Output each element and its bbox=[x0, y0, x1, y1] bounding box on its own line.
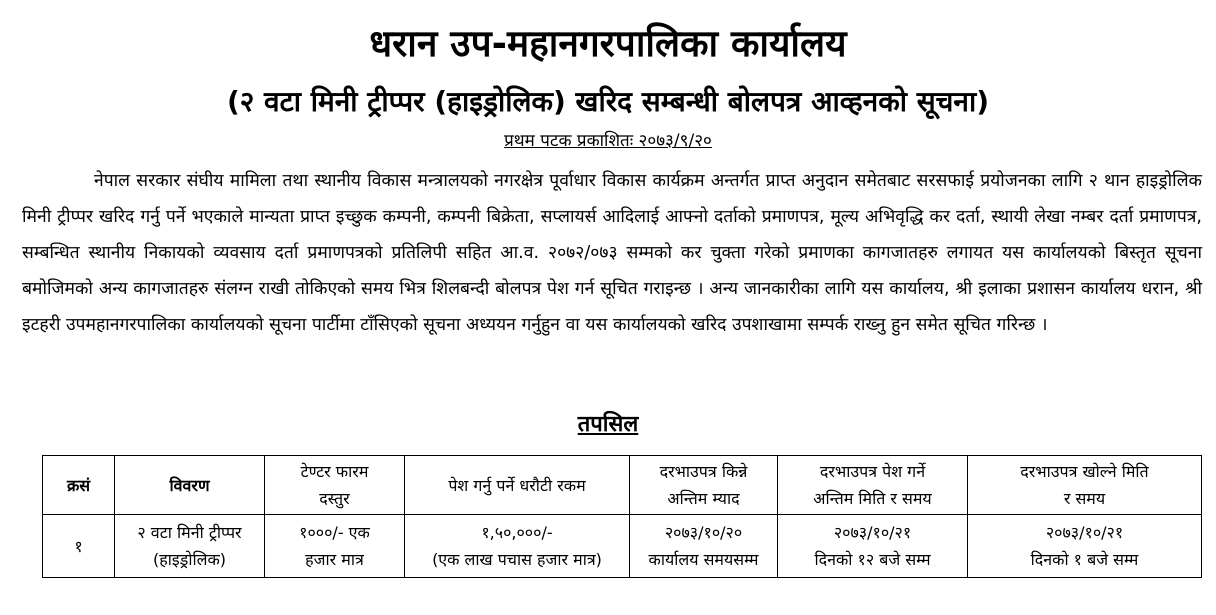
cell-open-line2: दिनको १ बजे सम्म bbox=[1030, 550, 1139, 569]
cell-submit-deadline bbox=[778, 515, 968, 578]
table-header-row bbox=[43, 456, 1202, 515]
header-purchase-line2: अन्तिम म्याद bbox=[667, 489, 740, 508]
cell-submit-line1: २०७३/१०/२१ bbox=[833, 523, 912, 542]
header-purchase-line1: दरभाउपत्र किन्ने bbox=[659, 462, 748, 481]
header-deposit bbox=[405, 456, 630, 515]
cell-opening-date bbox=[968, 515, 1202, 578]
cell-purchase-line2: कार्यालय समयसम्म bbox=[648, 550, 759, 569]
header-submit-deadline bbox=[778, 456, 968, 515]
header-open-line2: र समय bbox=[1063, 489, 1106, 508]
cell-deposit bbox=[405, 515, 630, 578]
section-heading bbox=[0, 407, 1216, 443]
header-submit-line1: दरभाउपत्र पेश गर्ने bbox=[819, 462, 926, 481]
cell-tender-fee bbox=[265, 515, 405, 578]
published-date-text: प्रथम पटक प्रकाशितः २०७३/९/२० bbox=[504, 131, 712, 151]
cell-description bbox=[115, 515, 265, 578]
cell-purchase-line1: २०७३/१०/२० bbox=[664, 523, 743, 542]
cell-description-line1: २ वटा मिनी ट्रीप्पर bbox=[137, 523, 242, 542]
header-description bbox=[115, 456, 265, 515]
header-sn bbox=[43, 456, 115, 515]
cell-description-line2: (हाइड्रोलिक) bbox=[153, 550, 226, 569]
cell-open-line1: २०७३/१०/२१ bbox=[1045, 523, 1124, 542]
table-row bbox=[43, 515, 1202, 578]
notice-paragraph: नेपाल सरकार संघीय मामिला तथा स्थानीय विकास मन्त्रालयको नगरक्षेत्र पूर्वाधार विकास कार्यक्रम अन्तर्गत प्राप्त अनुदान समेतबाट सरसफाई प्रयोजनका लागि २ थान हाइड्रोलिक मिनी ट्रीप्पर खरिद गर्नु पर्ने भएकाले मान्यता प्राप्त इच्छुक कम्पनी, कम्पनी बिक्रेता, सप्लायर्स आदिलाई आफ्नो दर्ताको प्रमाणपत्र, मूल्य अभिवृद्धि कर दर्ता, स्थायी लेखा नम्बर दर्ता प्रमाणपत्र, सम्बन्धित स्थानीय निकायको व्यवसाय दर्ता प्रमाणपत्रको प्रतिलिपी सहित आ.व. २०७२/०७३ सम्मको कर चुक्ता गरेको प्रमाणका कागजातहरु लगायत यस कार्यालयको बिस्तृत सूचना बमोजिमको अन्य कागजातहरु संलग्न राखी तोकिएको समय भित्र शिलबन्दी बोलपत्र पेश गर्न सूचित गराइन्छ । अन्य जानकारीका लागि यस कार्यालय, श्री इलाका प्रशासन कार्यालय धरान, श्री इटहरी उपमहानगरपालिका कार्यालयको सूचना पार्टीमा टाँसिएको सूचना अध्ययन गर्नुहुन वा यस कार्यालयको खरिद उपशाखामा सम्पर्क राख्नु हुन समेत सूचित गरिन्छ । bbox=[22, 171, 1202, 335]
header-opening-date bbox=[968, 456, 1202, 515]
header-submit-line2: अन्तिम मिति र समय bbox=[813, 489, 932, 508]
cell-sn: १ bbox=[43, 515, 115, 578]
header-description-text: विवरण bbox=[169, 475, 210, 495]
cell-deposit-line2: (एक लाख पचास हजार मात्र) bbox=[432, 550, 602, 569]
cell-submit-line2: दिनको १२ बजे सम्म bbox=[814, 550, 931, 569]
header-sn-text: क्रसं bbox=[66, 475, 91, 495]
header-open-line1: दरभाउपत्र खोल्ने मिति bbox=[1020, 462, 1149, 481]
cell-purchase-deadline bbox=[630, 515, 778, 578]
published-date bbox=[0, 128, 1216, 154]
cell-deposit-line1: १,५०,०००/- bbox=[481, 523, 553, 542]
cell-tender-fee-line2: हजार मात्र bbox=[305, 550, 364, 569]
section-heading-text: तपसिल bbox=[577, 412, 639, 437]
details-table bbox=[42, 455, 1202, 578]
header-purchase-deadline bbox=[630, 456, 778, 515]
header-tender-fee bbox=[265, 456, 405, 515]
page-title: धरान उप-महानगरपालिका कार्यालय bbox=[369, 22, 847, 65]
cell-tender-fee-line1: १०००/- एक bbox=[299, 523, 370, 542]
header-tender-fee-line2: दस्तुर bbox=[319, 489, 350, 508]
notice-subtitle: (२ वटा मिनी ट्रीप्पर (हाइड्रोलिक) खरिद सम्बन्धी बोलपत्र आव्हनको सूचना) bbox=[226, 85, 990, 118]
header-deposit-text: पेश गर्नु पर्ने धरौटी रकम bbox=[448, 475, 586, 495]
header-tender-fee-line1: टेण्टर फारम bbox=[300, 462, 369, 481]
